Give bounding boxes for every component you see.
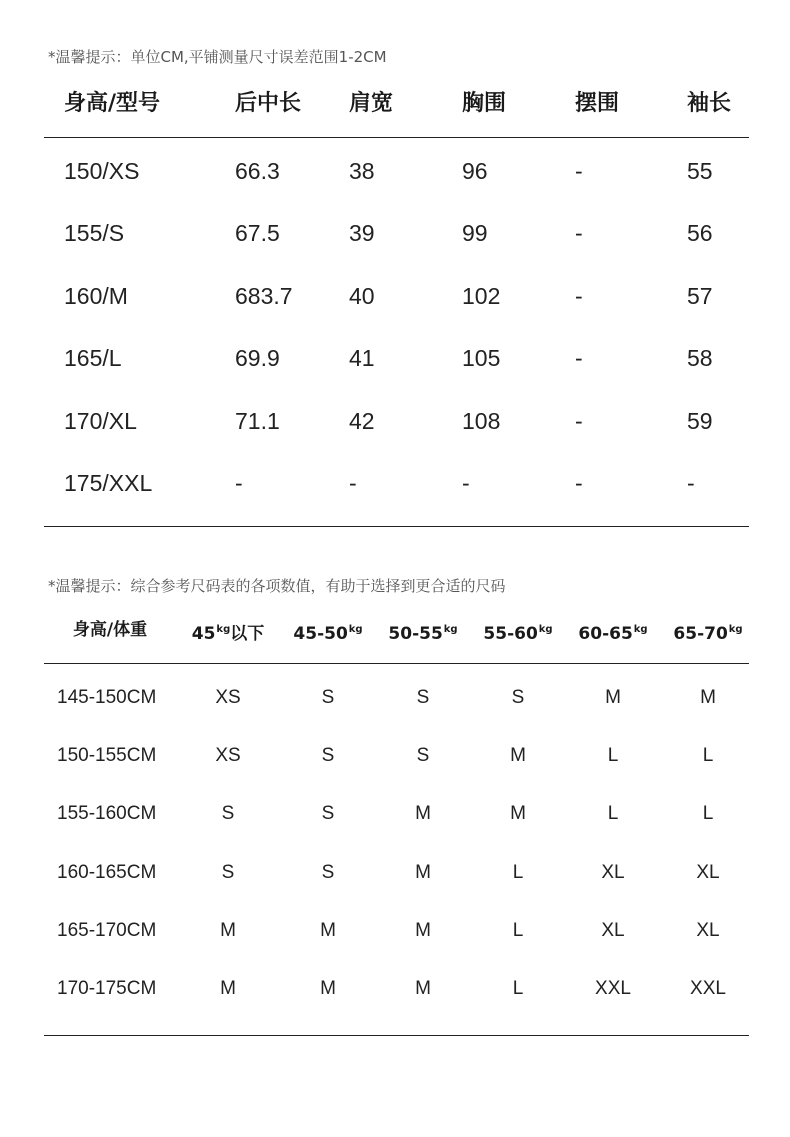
cell-size: L [512, 862, 524, 883]
size-table-bottom-rule [44, 526, 749, 527]
table-row [0, 213, 790, 253]
cell-back-length: 71.1 [235, 408, 280, 434]
recommend-table-bottom-rule [44, 1035, 749, 1036]
cell-shoulder: 40 [349, 283, 375, 309]
table-row [0, 738, 790, 774]
recommend-table-top-rule [44, 663, 749, 664]
cell-chest: - [462, 470, 470, 496]
header-chest: 胸围 [462, 91, 507, 116]
table-row [0, 276, 790, 316]
header-sleeve: 袖长 [687, 91, 732, 116]
cell-size: S [321, 803, 335, 824]
cell-back-length: 67.5 [235, 220, 280, 246]
table-row [0, 796, 790, 832]
header-weight-range: $50-55^{kg}$ [388, 624, 458, 644]
cell-size: M [415, 803, 431, 824]
cell-size: S [416, 745, 430, 766]
cell-size: M [320, 920, 336, 941]
cell-size: XL [601, 920, 625, 941]
cell-height-range: 155-160CM [57, 803, 157, 824]
cell-hem: - [575, 408, 583, 434]
table-row [0, 401, 790, 441]
cell-shoulder: - [349, 470, 357, 496]
cell-shoulder: 41 [349, 345, 375, 371]
cell-size: S [321, 862, 335, 883]
cell-back-length: 66.3 [235, 158, 280, 184]
cell-back-length: 683.7 [235, 283, 293, 309]
table-row [0, 680, 790, 716]
header-weight-range: $65-70^{kg}$ [673, 624, 743, 644]
cell-size: XL [696, 920, 720, 941]
cell-size: XL [696, 862, 720, 883]
cell-size: M [415, 978, 431, 999]
cell-model: 165/L [64, 345, 122, 371]
cell-size: S [416, 687, 430, 708]
cell-size: L [607, 803, 619, 824]
cell-model: 170/XL [64, 408, 137, 434]
header-height-model: 身高/型号 [64, 91, 161, 116]
cell-shoulder: 42 [349, 408, 375, 434]
cell-size: M [510, 745, 526, 766]
header-back-length: 后中长 [235, 91, 302, 116]
cell-sleeve: - [687, 470, 695, 496]
cell-size: L [512, 920, 524, 941]
cell-hem: - [575, 158, 583, 184]
cell-size: M [320, 978, 336, 999]
cell-size: S [511, 687, 525, 708]
cell-size: M [700, 687, 716, 708]
cell-sleeve: 55 [687, 158, 713, 184]
cell-size: XXL [690, 978, 726, 999]
cell-height-range: 145-150CM [57, 687, 157, 708]
cell-size: M [605, 687, 621, 708]
cell-model: 175/XXL [64, 470, 153, 496]
cell-size: M [220, 978, 236, 999]
cell-size: XS [215, 745, 241, 766]
cell-height-range: 170-175CM [57, 978, 157, 999]
header-weight-range: $45-50^{kg}$ [293, 624, 363, 644]
cell-hem: - [575, 345, 583, 371]
cell-height-range: 150-155CM [57, 745, 157, 766]
table-row [0, 463, 790, 503]
cell-size: S [321, 687, 335, 708]
header-shoulder: 肩宽 [349, 91, 394, 116]
cell-model: 155/S [64, 220, 125, 246]
cell-sleeve: 58 [687, 345, 713, 371]
cell-size: XXL [595, 978, 631, 999]
header-weight-range: $55-60^{kg}$ [483, 624, 553, 644]
cell-back-length: 69.9 [235, 345, 280, 371]
size-table-header-row [0, 84, 790, 124]
cell-sleeve: 57 [687, 283, 713, 309]
header-height-weight: 身高/体重 [72, 620, 148, 640]
header-hem: 摆围 [575, 91, 620, 116]
cell-height-range: 160-165CM [57, 862, 157, 883]
cell-size: L [702, 803, 714, 824]
cell-chest: 102 [462, 283, 501, 309]
cell-size: S [221, 862, 235, 883]
cell-height-range: 165-170CM [57, 920, 157, 941]
cell-shoulder: 39 [349, 220, 375, 246]
cell-chest: 108 [462, 408, 501, 434]
table-row [0, 913, 790, 949]
size-table-top-rule [44, 137, 749, 138]
table-row [0, 855, 790, 891]
table-row [0, 338, 790, 378]
cell-chest: 96 [462, 158, 488, 184]
cell-size: M [415, 920, 431, 941]
cell-model: 160/M [64, 283, 128, 309]
header-weight-range: $45^{kg}$以下 [191, 624, 265, 644]
cell-model: 150/XS [64, 158, 140, 184]
cell-chest: 105 [462, 345, 501, 371]
cell-size: S [221, 803, 235, 824]
cell-hem: - [575, 220, 583, 246]
recommend-table-header-row [0, 612, 790, 648]
cell-sleeve: 56 [687, 220, 713, 246]
cell-sleeve: 59 [687, 408, 713, 434]
table-row [0, 151, 790, 191]
recommend-table-note: *温馨提示：综合参考尺码表的各项数值，有助于选择到更合适的尺码 [48, 577, 506, 595]
table-row [0, 971, 790, 1007]
cell-size: XS [215, 687, 241, 708]
header-weight-range: $60-65^{kg}$ [578, 624, 648, 644]
cell-size: L [607, 745, 619, 766]
cell-back-length: - [235, 470, 243, 496]
cell-size: M [220, 920, 236, 941]
size-table-note: *温馨提示：单位CM,平铺测量尺寸误差范围1-2CM [48, 48, 387, 66]
cell-size: S [321, 745, 335, 766]
cell-size: M [415, 862, 431, 883]
cell-chest: 99 [462, 220, 488, 246]
cell-size: M [510, 803, 526, 824]
cell-hem: - [575, 470, 583, 496]
cell-shoulder: 38 [349, 158, 375, 184]
cell-hem: - [575, 283, 583, 309]
cell-size: XL [601, 862, 625, 883]
cell-size: L [702, 745, 714, 766]
cell-size: L [512, 978, 524, 999]
